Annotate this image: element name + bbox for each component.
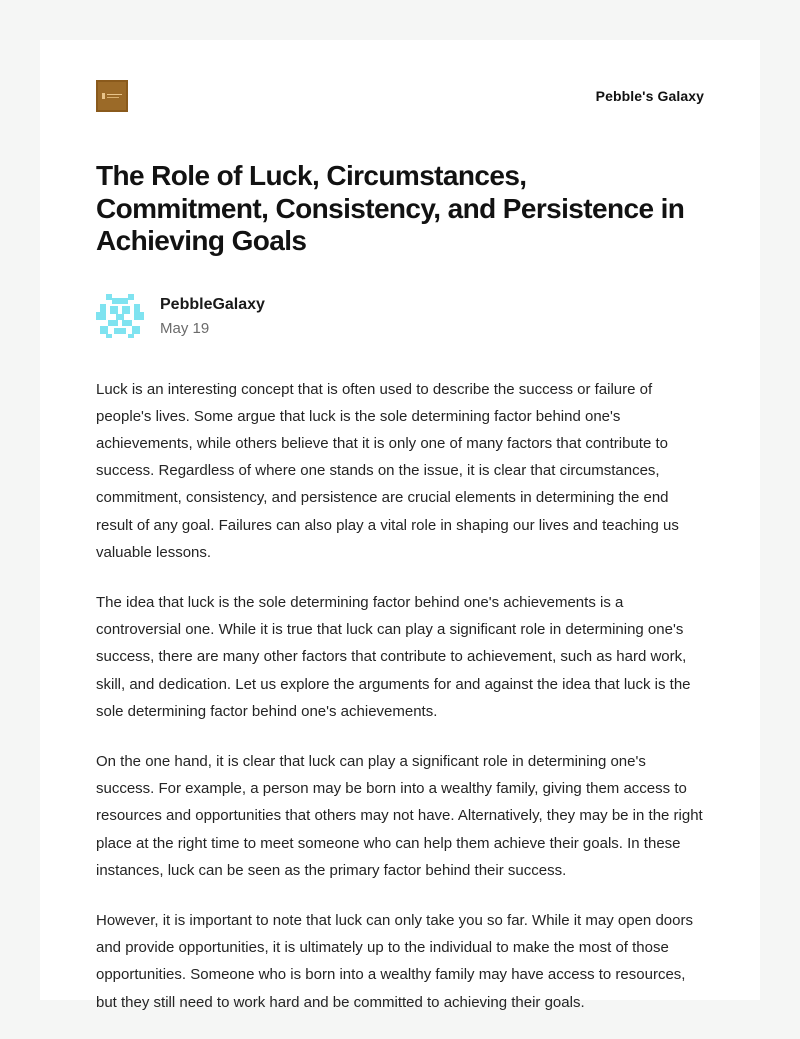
site-name-link[interactable]: Pebble's Galaxy <box>595 88 704 104</box>
site-header <box>96 80 704 112</box>
paragraph-4: However, it is important to note that luck can only take you so far. While it may open doors and provide opportunities, it is ultimately up to the individual to make the most of those opportunities. Someone who is born into a wealthy family may have access to resources, but they still need to work hard and be committed to achieving their goals. <box>96 911 693 1011</box>
author-byline <box>96 294 704 338</box>
article-body <box>96 376 704 1016</box>
author-name[interactable]: PebbleGalaxy <box>160 295 265 313</box>
publish-date: May 19 <box>160 319 210 337</box>
paragraph-3: On the one hand, it is clear that luck can play a significant role in determining one's success. For example, a person may be born into a wealthy family, giving them access to resources and opportunities that others may not have. Alternatively, they may be in the right place at the right time to meet someone who can help them achieve their goals. In these instances, luck can be seen as the primary factor behind their success. <box>96 752 703 879</box>
article-title: The Role of Luck, Circumstances, Commitment, Consistency, and Persistence in Achieving Goals <box>96 160 685 256</box>
paragraph-1: Luck is an interesting concept that is often used to describe the success or failure of people's lives. Some argue that luck is the sole determining factor behind one's achievements, while others believe that it is only one of many factors that contribute to success. Regardless of where one stands on the issue, it is clear that circumstances, commitment, consistency, and persistence are crucial elements in determining the end result of any goal. Failures can also play a vital role in shaping our lives and teaching us valuable lessons. <box>96 380 679 561</box>
paragraph-2: The idea that luck is the sole determining factor behind one's achievements is a controversial one. While it is true that luck can play a significant role in determining one's success, there are many other factors that contribute to achievement, such as hard work, skill, and dedication. Let us explore the arguments for and against the idea that luck is the sole determining factor behind one's achievements. <box>96 593 691 720</box>
article-container <box>96 80 704 1039</box>
identicon-avatar[interactable] <box>96 294 144 338</box>
article-card <box>40 40 760 1011</box>
site-logo-icon[interactable] <box>96 80 128 112</box>
